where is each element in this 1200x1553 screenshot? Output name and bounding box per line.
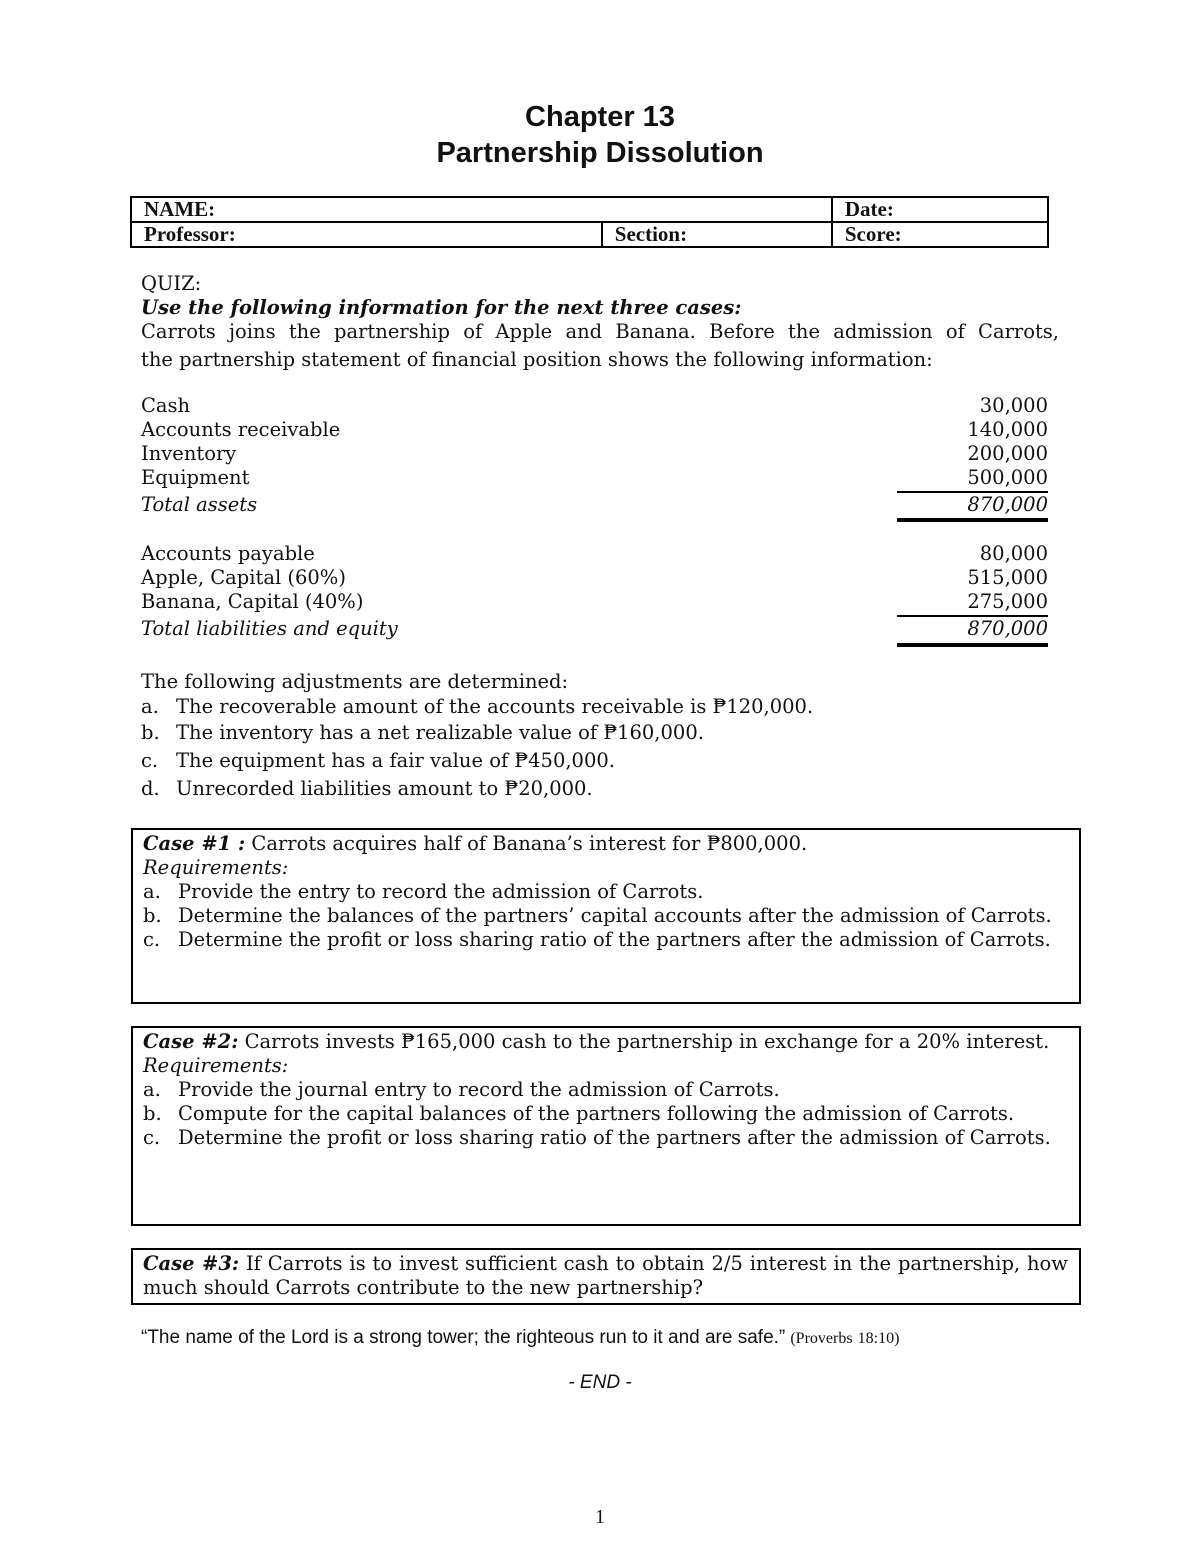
adjustment-letter: a. (141, 695, 159, 718)
total-liabilities-value: 870,000 (967, 617, 1048, 640)
asset-label: Cash (141, 394, 191, 417)
asset-label: Accounts receivable (141, 418, 341, 441)
professor-field[interactable]: Professor: (131, 222, 602, 247)
quiz-instruction: Use the following information for the next three cases: (141, 296, 742, 319)
asset-label: Equipment (141, 466, 250, 489)
requirement-letter: c. (143, 928, 161, 951)
total-double-rule (897, 643, 1048, 647)
liability-value: 515,000 (967, 566, 1048, 589)
case-3-box (131, 1248, 1081, 1305)
total-assets-label: Total assets (141, 493, 258, 516)
date-field[interactable]: Date: (832, 197, 1048, 222)
requirement-text: Compute for the capital balances of the partners following the admission of Carrots. (178, 1102, 1015, 1125)
liability-label: Apple, Capital (60%) (141, 566, 346, 589)
asset-value: 200,000 (967, 442, 1048, 465)
liability-label: Accounts payable (141, 542, 315, 565)
requirement-item (143, 1078, 1068, 1102)
requirement-text: Provide the entry to record the admission of Carrots. (178, 880, 704, 903)
asset-value: 30,000 (979, 394, 1048, 417)
adjustment-text: The recoverable amount of the accounts receivable is ₱120,000. (176, 695, 814, 718)
requirement-item (143, 880, 1068, 904)
total-double-rule (897, 518, 1048, 522)
chapter-heading: Chapter 13 (525, 101, 675, 133)
scripture-quote (141, 1326, 1046, 1351)
requirements-label: Requirements: (143, 1054, 289, 1077)
case-text: Carrots acquires half of Banana’s interest for ₱800,000. (245, 832, 808, 855)
quiz-label: QUIZ: (141, 272, 202, 295)
requirements-label: Requirements: (143, 856, 289, 879)
score-field[interactable]: Score: (832, 222, 1048, 247)
asset-label: Inventory (141, 442, 237, 465)
adjustment-letter: c. (141, 749, 159, 772)
section-field[interactable]: Section: (602, 222, 832, 247)
student-info-table (130, 196, 1049, 248)
requirement-text: Provide the journal entry to record the admission of Carrots. (178, 1078, 780, 1101)
requirement-text: Determine the profit or loss sharing ratio of the partners after the admission of Carrots. (178, 1126, 1051, 1149)
requirement-item (143, 1126, 1068, 1150)
requirement-letter: a. (143, 880, 161, 903)
requirement-item (143, 1102, 1068, 1126)
adjustment-letter: d. (141, 777, 160, 800)
requirement-text: Determine the balances of the partners’ capital accounts after the admission of Carrots. (178, 904, 1052, 927)
requirement-item (143, 928, 1068, 952)
total-liabilities-label: Total liabilities and equity (141, 617, 398, 640)
quote-text: “The name of the Lord is a strong tower; the righteous run to it and are safe.” (141, 1327, 786, 1348)
case-text: If Carrots is to invest sufficient cash to obtain 2/5 interest in the partnership, how much should Carrots contribute to the new partnership? (143, 1252, 1068, 1299)
quote-citation-ref: 18:10) (857, 1330, 900, 1347)
case-label: Case #3: (143, 1252, 240, 1275)
requirement-letter: a. (143, 1078, 161, 1101)
requirement-text: Determine the profit or loss sharing ratio of the partners after the admission of Carrots. (178, 928, 1051, 951)
adjustment-text: The inventory has a net realizable value of ₱160,000. (176, 721, 704, 744)
end-marker: - END - (568, 1372, 632, 1393)
liability-value: 80,000 (979, 542, 1048, 565)
liability-label: Banana, Capital (40%) (141, 590, 364, 613)
intro-line-1: Carrots joins the partnership of Apple and Banana. Before the admission of Carrots, (141, 320, 1059, 343)
adjustments-intro: The following adjustments are determined: (141, 670, 569, 693)
requirement-letter: b. (143, 904, 162, 927)
adjustment-letter: b. (141, 721, 160, 744)
adjustment-text: Unrecorded liabilities amount to ₱20,000. (176, 777, 593, 800)
case-label: Case #1 : (143, 832, 246, 855)
requirement-item (143, 904, 1068, 928)
requirement-letter: c. (143, 1126, 161, 1149)
case-label: Case #2: (143, 1030, 239, 1053)
liability-value: 275,000 (967, 590, 1048, 613)
requirement-letter: b. (143, 1102, 162, 1125)
case-text: Carrots invests ₱165,000 cash to the partnership in exchange for a 20% interest. (238, 1030, 1050, 1053)
name-field[interactable]: NAME: (131, 197, 832, 222)
page-title: Partnership Dissolution (436, 137, 764, 169)
adjustment-text: The equipment has a fair value of ₱450,000. (176, 749, 615, 772)
intro-line-2: the partnership statement of financial position shows the following information: (141, 348, 933, 371)
asset-value: 140,000 (967, 418, 1048, 441)
total-assets-value: 870,000 (967, 493, 1048, 516)
page-number: 1 (595, 1506, 605, 1528)
quote-citation: (Proverbs (790, 1330, 853, 1347)
case-2-box (131, 1026, 1081, 1226)
asset-value: 500,000 (967, 466, 1048, 489)
case-1-box (131, 828, 1081, 1004)
